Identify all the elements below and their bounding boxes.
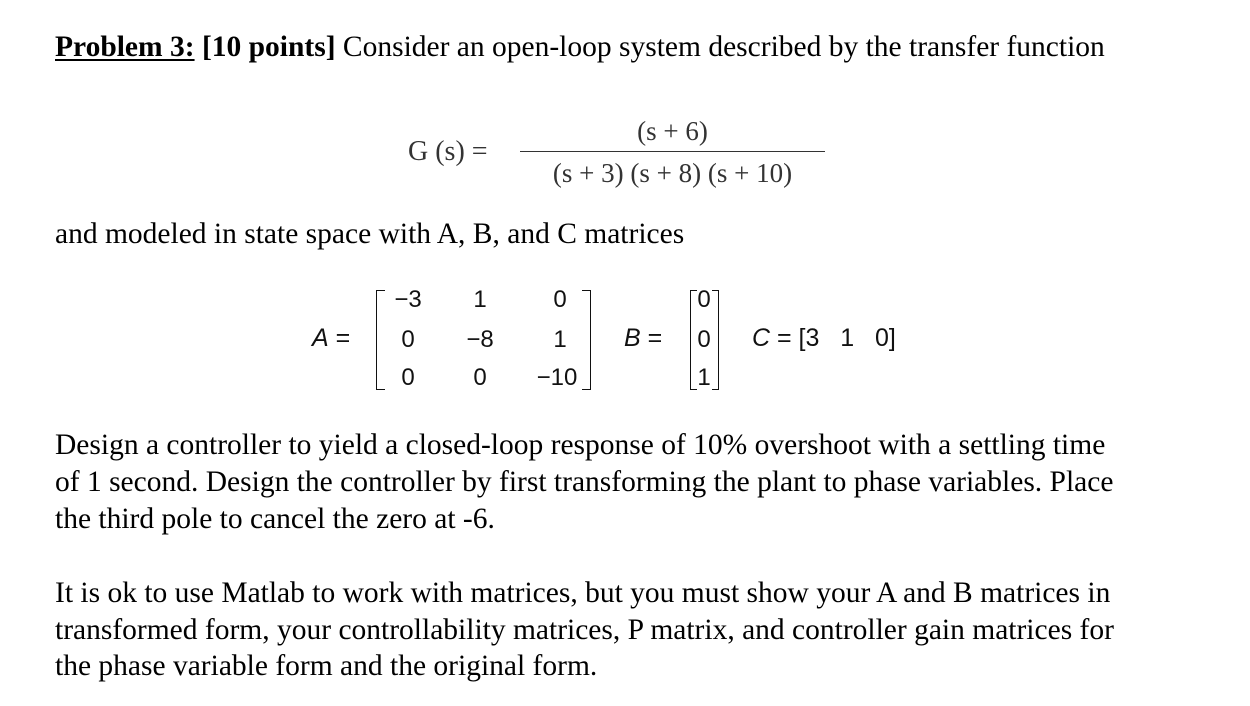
paragraph-2-line-3: the phase variable form and the original form. <box>55 650 598 682</box>
matrix-b-symbol: B <box>624 324 641 352</box>
matrix-a-cell: −10 <box>536 364 578 391</box>
matrix-a-cell: 0 <box>553 286 567 313</box>
transfer-function-denominator: (s + 3) (s + 8) (s + 10) <box>552 158 793 188</box>
transfer-function-lhs: G (s) = <box>408 136 488 167</box>
matrix-b-equals: = <box>647 324 663 352</box>
points-label: [10 points] <box>201 31 336 63</box>
matrix-a-cell: −3 <box>394 286 422 313</box>
matrix-a-cell: 1 <box>553 326 567 353</box>
matrix-b-cell: 0 <box>697 326 711 353</box>
heading-text: Consider an open-loop system described by the transfer function <box>342 31 1105 63</box>
paragraph-1-line-3: the third pole to cancel the zero at -6. <box>55 503 495 535</box>
matrix-a-cell: 0 <box>473 364 487 391</box>
matrix-a-symbol: A <box>312 324 329 352</box>
transfer-function-numerator: (s + 6) <box>637 116 708 146</box>
matrix-a-label <box>312 324 350 353</box>
matrix-b-label <box>624 324 662 353</box>
problem-label: Problem 3: <box>55 31 195 63</box>
fraction-bar <box>520 151 825 152</box>
matrix-c-label <box>752 324 896 353</box>
paragraph-2-line-2: transformed form, your controllability matrices, P matrix, and controller gain matrices for <box>55 614 1114 646</box>
matrix-a-cell: 1 <box>473 286 487 313</box>
intro-line: and modeled in state space with A, B, and C matrices <box>55 218 685 250</box>
matrix-c-values: = [3 1 0] <box>777 324 896 352</box>
matrix-c-symbol: C <box>752 324 771 352</box>
matrix-a-equals: = <box>335 324 351 352</box>
matrix-b-cell: 0 <box>697 286 711 313</box>
matrix-a-cell: 0 <box>401 326 415 353</box>
matrix-a-cell: −8 <box>466 326 494 353</box>
matrix-a-cell: 0 <box>401 364 415 391</box>
paragraph-1-line-2: of 1 second. Design the controller by first transforming the plant to phase variables. Place <box>55 466 1114 498</box>
problem-heading <box>55 29 1105 65</box>
matrix-b-cell: 1 <box>697 364 711 391</box>
paragraph-2-line-1: It is ok to use Matlab to work with matrices, but you must show your A and B matrices in <box>55 577 1111 609</box>
paragraph-1-line-1: Design a controller to yield a closed-loop response of 10% overshoot with a settling time <box>55 429 1106 461</box>
